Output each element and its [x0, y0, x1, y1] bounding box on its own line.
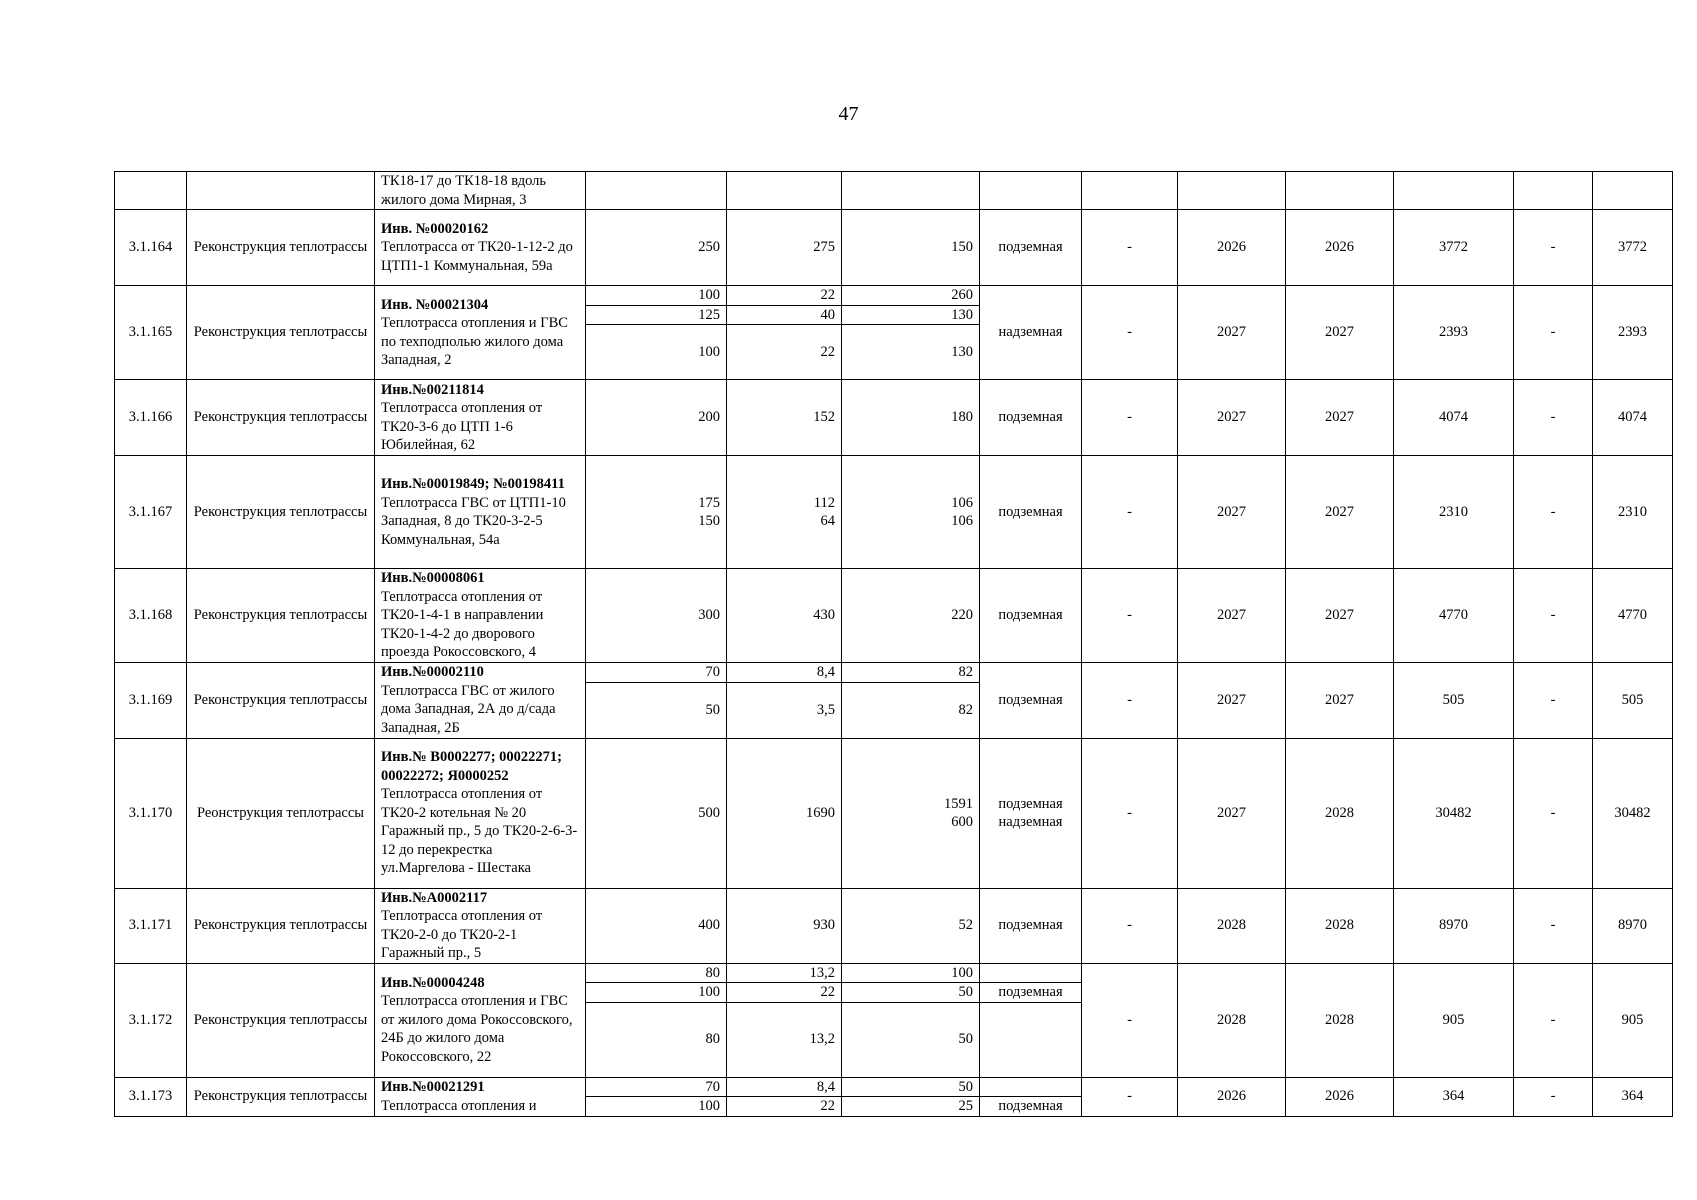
- cell-kind: Реконструкция теплотрассы: [187, 456, 375, 569]
- inventory-number: Инв.№00211814: [381, 381, 484, 398]
- cell-year-end: 2028: [1286, 888, 1394, 963]
- cell-laying: [980, 1077, 1082, 1097]
- cell-diam: [586, 456, 727, 569]
- cell-year-start: 2027: [1178, 456, 1286, 569]
- table-row: [115, 738, 1673, 888]
- cell-col3: 180: [842, 380, 980, 456]
- cell-kind: Реонструкция теплотрассы: [187, 738, 375, 888]
- table-row: [115, 286, 1673, 306]
- cell-dash: -: [1514, 963, 1593, 1077]
- cell-kind: Реконструкция теплотрассы: [187, 569, 375, 663]
- cell-total: 905: [1593, 963, 1673, 1077]
- cell-dash: -: [1514, 1077, 1593, 1116]
- cell-col3: 50: [842, 983, 980, 1003]
- cell-year-start: 2027: [1178, 663, 1286, 739]
- cell-year-end: [1286, 172, 1394, 210]
- cell-col3: [842, 456, 980, 569]
- value-line: 112: [813, 494, 835, 511]
- cell-col3: 130: [842, 325, 980, 380]
- inventory-number: Инв. №00020162: [381, 220, 489, 237]
- cell-laying: подземная: [980, 210, 1082, 286]
- cell-total: 2310: [1593, 456, 1673, 569]
- value-line: 106: [951, 494, 973, 511]
- cell-diam: 300: [586, 569, 727, 663]
- cell-kind: Реконструкция теплотрассы: [187, 663, 375, 739]
- cell-laying: [980, 1002, 1082, 1077]
- value-line: подземная: [998, 795, 1063, 812]
- cell-total: 4074: [1593, 380, 1673, 456]
- works-table: [114, 171, 1673, 1117]
- cell-dash: -: [1514, 738, 1593, 888]
- cell-total: 364: [1593, 1077, 1673, 1116]
- cell-year-end: 2027: [1286, 569, 1394, 663]
- cell-dash: -: [1514, 210, 1593, 286]
- cell-laying: подземная: [980, 380, 1082, 456]
- cell-year-start: 2026: [1178, 1077, 1286, 1116]
- cell-num: 3.1.167: [115, 456, 187, 569]
- table-row: [115, 963, 1673, 983]
- cell-diam: 100: [586, 325, 727, 380]
- cell-laying: подземная: [980, 456, 1082, 569]
- cell-year-start: 2027: [1178, 286, 1286, 380]
- cell-diam: 70: [586, 663, 727, 683]
- cell-col3: 25: [842, 1097, 980, 1117]
- cell-value: 364: [1394, 1077, 1514, 1116]
- page-number: 47: [838, 103, 859, 125]
- value-line: 600: [951, 814, 973, 830]
- cell-num: 3.1.172: [115, 963, 187, 1077]
- cell-diam: 125: [586, 305, 727, 325]
- cell-year-start: 2028: [1178, 963, 1286, 1077]
- cell-total: 505: [1593, 663, 1673, 739]
- description-text: Теплотрасса ГВС от ЦТП1-10 Западная, 8 до ТК20-3-2-5 Коммунальная, 54а: [381, 494, 566, 548]
- cell-total: 30482: [1593, 738, 1673, 888]
- cell-dash: [1082, 172, 1178, 210]
- cell-diam: 100: [586, 1097, 727, 1117]
- table-row: [115, 1077, 1673, 1097]
- cell-dash: -: [1082, 663, 1178, 739]
- cell-length: 22: [727, 983, 842, 1003]
- cell-description: [375, 380, 586, 456]
- cell-value: 8970: [1394, 888, 1514, 963]
- cell-value: 2393: [1394, 286, 1514, 380]
- description-text: Теплотрасса отопления и: [381, 1097, 537, 1114]
- cell-col3: 220: [842, 569, 980, 663]
- cell-total: 4770: [1593, 569, 1673, 663]
- cell-laying: [980, 738, 1082, 888]
- cell-description: [375, 1077, 586, 1116]
- cell-length: 152: [727, 380, 842, 456]
- cell-dash: -: [1082, 286, 1178, 380]
- cell-col3: 150: [842, 210, 980, 286]
- cell-value: 30482: [1394, 738, 1514, 888]
- cell-dash: -: [1082, 210, 1178, 286]
- table-row-continuation: [115, 172, 1673, 210]
- cell-col3: 50: [842, 1002, 980, 1077]
- cell-year-start: 2027: [1178, 380, 1286, 456]
- description-text: Теплотрасса отопления от ТК20-2-0 до ТК20-2-1 Гаражный пр., 5: [381, 908, 543, 961]
- cell-length: [727, 456, 842, 569]
- cell-value: 3772: [1394, 210, 1514, 286]
- cell-length: 22: [727, 286, 842, 306]
- cell-total: 2393: [1593, 286, 1673, 380]
- cell-length: 13,2: [727, 1002, 842, 1077]
- cell-description: [375, 569, 586, 663]
- cell-year-start: 2027: [1178, 738, 1286, 888]
- cell-num: 3.1.164: [115, 210, 187, 286]
- cell-year-start: [1178, 172, 1286, 210]
- table-row: [115, 456, 1673, 569]
- cell-diam: 80: [586, 1002, 727, 1077]
- cell-length: 22: [727, 1097, 842, 1117]
- cell-total: 3772: [1593, 210, 1673, 286]
- cell-laying: подземная: [980, 663, 1082, 739]
- value-line: 106: [951, 513, 973, 529]
- cell-length: 8,4: [727, 1077, 842, 1097]
- cell-laying: подземная: [980, 983, 1082, 1003]
- cell-length: 3,5: [727, 682, 842, 738]
- cell-num: 3.1.171: [115, 888, 187, 963]
- cell-length: [727, 172, 842, 210]
- inventory-number: Инв.№00002110: [381, 664, 484, 681]
- cell-description: [375, 210, 586, 286]
- cell-laying: надземная: [980, 286, 1082, 380]
- cell-year-end: 2026: [1286, 210, 1394, 286]
- cell-length: 430: [727, 569, 842, 663]
- cell-description: [375, 888, 586, 963]
- table-row: [115, 210, 1673, 286]
- cell-kind: Реконструкция теплотрассы: [187, 210, 375, 286]
- cell-diam: 500: [586, 738, 727, 888]
- table-row: [115, 569, 1673, 663]
- description-text: Теплотрасса от ТК20-1-12-2 до ЦТП1-1 Коммунальная, 59а: [381, 239, 573, 274]
- cell-diam: 100: [586, 983, 727, 1003]
- cell-dash: -: [1514, 569, 1593, 663]
- cell-description: [375, 738, 586, 888]
- cell-diam: 50: [586, 682, 727, 738]
- cell-kind: Реконструкция теплотрассы: [187, 888, 375, 963]
- cell-col3: [842, 738, 980, 888]
- cell-diam: [586, 172, 727, 210]
- description-text: Теплотрасса ГВС от жилого дома Западная, 2А до д/сада Западная, 2Б: [381, 682, 556, 736]
- cell-dash: [1514, 172, 1593, 210]
- cell-col3: 260: [842, 286, 980, 306]
- cell-description: [375, 172, 586, 210]
- cell-col3: 100: [842, 963, 980, 983]
- value-line: надземная: [998, 814, 1063, 830]
- cell-num: 3.1.169: [115, 663, 187, 739]
- cell-kind: [187, 172, 375, 210]
- cell-total: 8970: [1593, 888, 1673, 963]
- cell-description: [375, 963, 586, 1077]
- inventory-number: Инв.№А0002117: [381, 889, 488, 906]
- cell-value: 4770: [1394, 569, 1514, 663]
- cell-num: [115, 172, 187, 210]
- cell-description: [375, 663, 586, 739]
- cell-kind: Реконструкция теплотрассы: [187, 1077, 375, 1116]
- cell-col3: 82: [842, 682, 980, 738]
- cell-value: 2310: [1394, 456, 1514, 569]
- cell-length: 930: [727, 888, 842, 963]
- cell-num: 3.1.166: [115, 380, 187, 456]
- cell-diam: 250: [586, 210, 727, 286]
- cell-total: [1593, 172, 1673, 210]
- cell-num: 3.1.165: [115, 286, 187, 380]
- cell-year-start: 2027: [1178, 569, 1286, 663]
- cell-year-end: 2027: [1286, 286, 1394, 380]
- cell-kind: Реконструкция теплотрассы: [187, 286, 375, 380]
- cell-col3: 52: [842, 888, 980, 963]
- cell-diam: 70: [586, 1077, 727, 1097]
- cell-year-end: 2027: [1286, 380, 1394, 456]
- cell-dash: -: [1082, 456, 1178, 569]
- cell-col3: [842, 172, 980, 210]
- cell-value: 505: [1394, 663, 1514, 739]
- cell-laying: подземная: [980, 569, 1082, 663]
- cell-num: 3.1.173: [115, 1077, 187, 1116]
- cell-year-end: 2027: [1286, 456, 1394, 569]
- table-row: [115, 380, 1673, 456]
- table-row: [115, 888, 1673, 963]
- cell-diam: 400: [586, 888, 727, 963]
- inventory-number: Инв.№00004248: [381, 974, 485, 991]
- inventory-number: Инв.№00021291: [381, 1079, 485, 1095]
- description-text: Теплотрасса отопления от ТК20-1-4-1 в направлении ТК20-1-4-2 до дворового проезда Рокоссовского, 4: [381, 588, 544, 661]
- cell-laying: [980, 172, 1082, 210]
- cell-value: [1394, 172, 1514, 210]
- cell-year-end: 2026: [1286, 1077, 1394, 1116]
- value-line: 64: [820, 513, 835, 529]
- value-line: 150: [698, 513, 720, 529]
- value-line: 175: [698, 494, 720, 511]
- cell-diam: 100: [586, 286, 727, 306]
- inventory-number: Инв.№00008061: [381, 570, 485, 587]
- cell-length: 8,4: [727, 663, 842, 683]
- cell-dash: -: [1514, 888, 1593, 963]
- description-text: Теплотрасса отопления от ТК20-2 котельная № 20 Гаражный пр., 5 до ТК20-2-6-3-12 до перекрестка ул.Маргелова - Шестака: [381, 786, 578, 877]
- cell-dash: -: [1514, 286, 1593, 380]
- cell-dash: -: [1514, 380, 1593, 456]
- cell-dash: -: [1082, 380, 1178, 456]
- cell-value: 4074: [1394, 380, 1514, 456]
- cell-num: 3.1.170: [115, 738, 187, 888]
- cell-year-start: 2026: [1178, 210, 1286, 286]
- cell-col3: 130: [842, 305, 980, 325]
- cell-laying: подземная: [980, 888, 1082, 963]
- cell-diam: 200: [586, 380, 727, 456]
- cell-diam: 80: [586, 963, 727, 983]
- description-text: Теплотрасса отопления и ГВС от жилого дома Рокоссовского, 24Б до жилого дома Рокоссовского, 22: [381, 993, 573, 1065]
- cell-laying: подземная: [980, 1097, 1082, 1117]
- cell-length: 13,2: [727, 963, 842, 983]
- cell-description: [375, 286, 586, 380]
- cell-col3: 82: [842, 663, 980, 683]
- cell-dash: -: [1082, 738, 1178, 888]
- cell-dash: -: [1082, 1077, 1178, 1116]
- cell-year-end: 2028: [1286, 738, 1394, 888]
- cell-dash: -: [1082, 963, 1178, 1077]
- cell-year-start: 2028: [1178, 888, 1286, 963]
- cell-dash: -: [1514, 456, 1593, 569]
- cell-value: 905: [1394, 963, 1514, 1077]
- description-text: ТК18-17 до ТК18-18 вдоль жилого дома Мирная, 3: [381, 173, 546, 208]
- cell-year-end: 2028: [1286, 963, 1394, 1077]
- inventory-number: Инв. №00021304: [381, 296, 489, 313]
- table-row: [115, 663, 1673, 683]
- cell-year-end: 2027: [1286, 663, 1394, 739]
- cell-length: 1690: [727, 738, 842, 888]
- cell-length: 275: [727, 210, 842, 286]
- cell-col3: 50: [842, 1077, 980, 1097]
- cell-dash: -: [1082, 569, 1178, 663]
- description-text: Теплотрасса отопления и ГВС по техподполью жилого дома Западная, 2: [381, 315, 568, 368]
- inventory-number: Инв.№00019849; №00198411: [381, 476, 565, 492]
- cell-num: 3.1.168: [115, 569, 187, 663]
- cell-length: 22: [727, 325, 842, 380]
- inventory-number: Инв.№ В0002277; 00022271; 00022272; Я0000252: [381, 749, 562, 784]
- cell-kind: Реконструкция теплотрассы: [187, 963, 375, 1077]
- cell-dash: -: [1514, 663, 1593, 739]
- cell-laying: [980, 963, 1082, 983]
- cell-length: 40: [727, 305, 842, 325]
- description-text: Теплотрасса отопления от ТК20-3-6 до ЦТП 1-6 Юбилейная, 62: [381, 400, 543, 453]
- cell-description: [375, 456, 586, 569]
- value-line: 1591: [944, 795, 973, 812]
- cell-kind: Реконструкция теплотрассы: [187, 380, 375, 456]
- cell-dash: -: [1082, 888, 1178, 963]
